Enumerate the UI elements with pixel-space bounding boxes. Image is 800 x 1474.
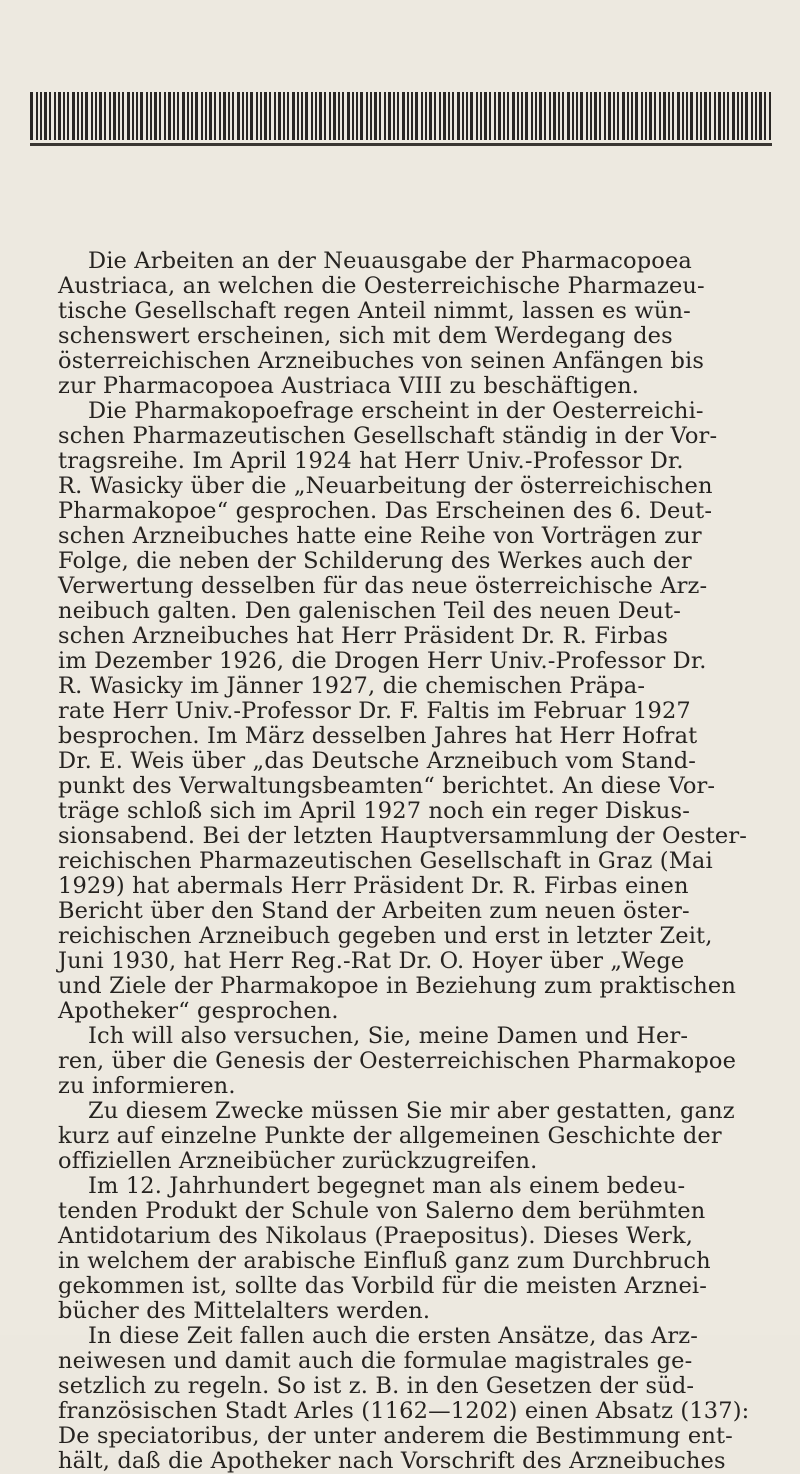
barcode-bar — [723, 92, 725, 140]
text-line: Die Pharmakopoefrage erscheint in der Oesterreichi- — [88, 398, 704, 424]
barcode-bar — [311, 92, 313, 140]
barcode-bar — [67, 92, 69, 140]
barcode-bar — [709, 92, 711, 140]
barcode-bar — [558, 92, 560, 140]
barcode-bar — [187, 92, 189, 140]
barcode-bar — [682, 92, 684, 140]
barcode-bar — [411, 92, 413, 140]
barcode-bar — [425, 92, 427, 140]
barcode-bar — [260, 92, 262, 140]
barcode-bar — [150, 92, 152, 140]
barcode-bar — [466, 92, 468, 140]
barcode-bar — [498, 92, 501, 140]
barcode-bar — [521, 92, 523, 140]
text-line: rate Herr Univ.-Professor Dr. F. Faltis im Februar 1927 — [58, 698, 691, 724]
barcode-bar — [122, 92, 124, 140]
barcode-bar — [366, 92, 368, 140]
barcode-bar — [246, 92, 248, 140]
barcode-bar — [525, 92, 528, 140]
text-line: sionsabend. Bei der letzten Hauptversammlung der Oester- — [58, 823, 748, 849]
barcode-bar — [237, 92, 240, 140]
barcode-bar — [599, 92, 601, 140]
barcode-bar — [72, 92, 75, 140]
barcode-bar — [769, 92, 771, 140]
text-line: schen Pharmazeutischen Gesellschaft ständig in der Vor- — [58, 423, 718, 449]
text-line: tragsreihe. Im April 1924 hat Herr Univ.-Professor Dr. — [58, 448, 684, 474]
barcode-bar — [741, 92, 743, 140]
barcode-bar — [531, 92, 533, 140]
barcode-bar — [77, 92, 79, 140]
barcode-bar — [470, 92, 473, 140]
barcode-bar — [283, 92, 285, 140]
text-line: Verwertung desselben für das neue österreichische Arz- — [58, 573, 708, 599]
barcode-bar — [374, 92, 377, 140]
barcode-bar — [572, 92, 574, 140]
barcode-bar — [30, 92, 33, 140]
text-line: De speciatoribus, der unter anderem die Bestimmung ent- — [58, 1423, 733, 1449]
barcode-bar — [539, 92, 542, 140]
barcode-bar — [452, 92, 454, 140]
barcode-bar — [347, 92, 350, 140]
barcode-bar — [36, 92, 38, 140]
barcode-bar — [617, 92, 619, 140]
barcode-bar — [91, 92, 93, 140]
barcode-bar — [223, 92, 226, 140]
barcode-bar — [388, 92, 391, 140]
barcode-bar — [576, 92, 578, 140]
barcode-bar — [718, 92, 721, 140]
text-line: und Ziele der Pharmakopoe in Beziehung zum praktischen — [58, 973, 737, 999]
barcode-bar — [146, 92, 148, 140]
barcode-bar — [201, 92, 203, 140]
barcode-bar — [704, 92, 707, 140]
barcode-bar — [109, 92, 111, 140]
text-line: Im 12. Jahrhundert begegnet man als einem bedeu- — [88, 1173, 686, 1199]
text-line: Pharmakopoe“ gesprochen. Das Erscheinen des 6. Deut- — [58, 498, 713, 524]
barcode-bar — [250, 92, 253, 140]
text-line: Apotheker“ gesprochen. — [58, 998, 339, 1024]
barcode-bar — [604, 92, 606, 140]
barcode-rule — [30, 143, 772, 146]
barcode-bar — [759, 92, 762, 140]
text-line: Ich will also versuchen, Sie, meine Damen und Her- — [88, 1023, 689, 1049]
text-line: reichischen Arzneibuch gegeben und erst in letzter Zeit, — [58, 923, 713, 949]
barcode-bar — [489, 92, 491, 140]
barcode-bar — [118, 92, 120, 140]
barcode-bar — [580, 92, 583, 140]
barcode-bar — [443, 92, 446, 140]
text-line: setzlich zu regeln. So ist z. B. in den Gesetzen der süd- — [58, 1373, 695, 1399]
text-line: Antidotarium des Nikolaus (Praepositus). Dieses Werk, — [58, 1223, 694, 1249]
barcode-bar — [480, 92, 482, 140]
barcode-bar — [370, 92, 372, 140]
barcode-bar — [727, 92, 729, 140]
barcode-bar — [613, 92, 615, 140]
barcode-bar — [590, 92, 592, 140]
barcode-bar — [517, 92, 519, 140]
barcode-bar — [654, 92, 656, 140]
barcode-bar — [586, 92, 588, 140]
barcode-bar — [384, 92, 386, 140]
text-line: neiwesen und damit auch die formulae magistrales ge- — [58, 1348, 693, 1374]
text-line: R. Wasicky im Jänner 1927, die chemischen Präpa- — [58, 673, 646, 699]
barcode-bar — [315, 92, 317, 140]
text-line: Juni 1930, hat Herr Reg.-Rat Dr. O. Hoyer über „Wege — [58, 948, 685, 974]
barcode-bar — [668, 92, 670, 140]
barcode-bar — [649, 92, 652, 140]
text-line: neibuch galten. Den galenischen Teil des neuen Deut- — [58, 598, 682, 624]
text-line: hält, daß die Apotheker nach Vorschrift des Arzneibuches — [58, 1448, 726, 1474]
barcode-bar — [136, 92, 138, 140]
barcode-bar — [641, 92, 643, 140]
barcode-bar — [567, 92, 570, 140]
barcode-bar — [714, 92, 716, 140]
text-line: gekommen ist, sollte das Vorbild für die meisten Arznei- — [58, 1273, 708, 1299]
text-line: zu informieren. — [58, 1073, 236, 1099]
barcode-bar — [448, 92, 450, 140]
barcode-bar — [608, 92, 611, 140]
barcode-bar — [622, 92, 625, 140]
barcode-bar — [342, 92, 344, 140]
barcode-bar — [195, 92, 198, 140]
barcode-bar — [494, 92, 496, 140]
barcode-bar — [360, 92, 363, 140]
barcode-bar — [645, 92, 647, 140]
barcode-bar — [104, 92, 106, 140]
text-line: Bericht über den Stand der Arbeiten zum neuen öster- — [58, 898, 690, 924]
barcode-bar — [672, 92, 674, 140]
barcode-bar — [182, 92, 185, 140]
barcode-bar — [737, 92, 739, 140]
barcode-bar — [274, 92, 276, 140]
text-line: 1929) hat abermals Herr Präsident Dr. R. Firbas einen — [58, 873, 689, 899]
barcode-bar — [297, 92, 299, 140]
text-line: reichischen Pharmazeutischen Gesellschaft in Graz (Mai — [58, 848, 713, 874]
barcode-bar — [159, 92, 161, 140]
barcode-bar — [269, 92, 271, 140]
barcode-bar — [535, 92, 537, 140]
barcode-bar — [627, 92, 629, 140]
barcode-bar — [503, 92, 505, 140]
barcode-bar — [58, 92, 61, 140]
text-line: besprochen. Im März desselben Jahres hat Herr Hofrat — [58, 723, 698, 749]
barcode-bar — [173, 92, 175, 140]
barcode-bar — [745, 92, 748, 140]
barcode — [30, 92, 772, 140]
barcode-bar — [333, 92, 336, 140]
barcode-bar — [549, 92, 551, 140]
text-line: Folge, die neben der Schilderung des Werkes auch der — [58, 548, 692, 574]
barcode-bar — [677, 92, 680, 140]
text-line: französischen Stadt Arles (1162—1202) einen Absatz (137): — [58, 1398, 750, 1424]
text-line: Zu diesem Zwecke müssen Sie mir aber gestatten, ganz — [88, 1098, 735, 1124]
barcode-bar — [264, 92, 267, 140]
barcode-bar — [434, 92, 436, 140]
text-line: bücher des Mittelalters werden. — [58, 1298, 431, 1324]
text-line: kurz auf einzelne Punkte der allgemeinen Geschichte der — [58, 1123, 722, 1149]
barcode-bar — [457, 92, 460, 140]
text-line: tenden Produkt der Schule von Salerno dem berühmten — [58, 1198, 706, 1224]
barcode-bar — [356, 92, 358, 140]
text-line: ren, über die Genesis der Oesterreichischen Pharmakopoe — [58, 1048, 737, 1074]
barcode-bar — [164, 92, 166, 140]
barcode-bar — [228, 92, 230, 140]
barcode-bar — [232, 92, 234, 140]
barcode-bar — [700, 92, 702, 140]
barcode-bar — [512, 92, 515, 140]
barcode-bar — [462, 92, 464, 140]
barcode-bar — [393, 92, 395, 140]
text-line: Dr. E. Weis über „das Deutsche Arzneibuch vom Stand- — [58, 748, 697, 774]
text-line: schenswert erscheinen, sich mit dem Werdegang des — [58, 323, 673, 349]
text-line: träge schloß sich im April 1927 noch ein reger Diskus- — [58, 798, 690, 824]
text-line: im Dezember 1926, die Drogen Herr Univ.-Professor Dr. — [58, 648, 707, 674]
barcode-bar — [324, 92, 326, 140]
barcode-bar — [127, 92, 130, 140]
text-line: R. Wasicky über die „Neuarbeitung der österreichischen — [58, 473, 713, 499]
barcode-bar — [764, 92, 766, 140]
text-line: punkt des Verwaltungsbeamten“ berichtet. An diese Vor- — [58, 773, 716, 799]
barcode-bar — [305, 92, 308, 140]
barcode-bar — [214, 92, 216, 140]
text-line: Austriaca, an welchen die Oesterreichische Pharmazeu- — [58, 273, 705, 299]
barcode-bar — [40, 92, 42, 140]
barcode-bar — [421, 92, 423, 140]
barcode-bar — [507, 92, 509, 140]
barcode-bar — [631, 92, 633, 140]
barcode-bar — [751, 92, 753, 140]
barcode-bar — [476, 92, 478, 140]
barcode-bar — [278, 92, 281, 140]
barcode-bar — [205, 92, 207, 140]
barcode-bar — [301, 92, 303, 140]
barcode-bar — [553, 92, 556, 140]
text-line: österreichischen Arzneibuches von seinen Anfängen bis — [58, 348, 705, 374]
barcode-bar — [663, 92, 666, 140]
barcode-bar — [140, 92, 143, 140]
text-line: zur Pharmacopoea Austriaca VIII zu beschäftigen. — [58, 373, 640, 399]
body-text — [58, 249, 758, 1474]
barcode-bar — [686, 92, 688, 140]
barcode-bar — [63, 92, 65, 140]
barcode-bar — [209, 92, 212, 140]
barcode-bar — [113, 92, 116, 140]
barcode-bar — [407, 92, 409, 140]
barcode-bar — [732, 92, 735, 140]
barcode-bar — [242, 92, 244, 140]
text-line: Die Arbeiten an der Neuausgabe der Pharmacopoea — [88, 248, 692, 274]
barcode-bar — [352, 92, 354, 140]
barcode-bar — [594, 92, 597, 140]
barcode-bar — [292, 92, 295, 140]
barcode-bar — [439, 92, 441, 140]
barcode-bar — [696, 92, 698, 140]
barcode-bar — [54, 92, 56, 140]
barcode-bar — [379, 92, 381, 140]
text-line: in welchem der arabische Einfluß ganz zum Durchbruch — [58, 1248, 711, 1274]
barcode-bar — [256, 92, 258, 140]
barcode-bar — [562, 92, 564, 140]
barcode-bar — [429, 92, 432, 140]
barcode-bar — [319, 92, 322, 140]
barcode-bar — [484, 92, 487, 140]
barcode-bar — [219, 92, 221, 140]
barcode-bar — [397, 92, 399, 140]
barcode-bar — [690, 92, 693, 140]
barcode-bar — [415, 92, 418, 140]
barcode-bar — [544, 92, 546, 140]
barcode-bar — [402, 92, 405, 140]
barcode-bar — [44, 92, 47, 140]
barcode-bar — [329, 92, 331, 140]
barcode-bar — [85, 92, 88, 140]
barcode-bar — [635, 92, 638, 140]
barcode-bar — [659, 92, 661, 140]
barcode-bar — [338, 92, 340, 140]
barcode-bar — [99, 92, 102, 140]
text-line: tische Gesellschaft regen Anteil nimmt, lassen es wün- — [58, 298, 691, 324]
text-line: schen Arzneibuches hatte eine Reihe von Vorträgen zur — [58, 523, 702, 549]
text-line: offiziellen Arzneibücher zurückzugreifen. — [58, 1148, 538, 1174]
text-line: schen Arzneibuches hat Herr Präsident Dr. R. Firbas — [58, 623, 669, 649]
barcode-bar — [177, 92, 179, 140]
barcode-bar — [95, 92, 97, 140]
barcode-bar — [49, 92, 51, 140]
barcode-bar — [287, 92, 289, 140]
barcode-bar — [191, 92, 193, 140]
barcode-bar — [755, 92, 757, 140]
barcode-bar — [81, 92, 83, 140]
barcode-bar — [154, 92, 157, 140]
barcode-bar — [132, 92, 134, 140]
barcode-bar — [168, 92, 171, 140]
text-line: In diese Zeit fallen auch die ersten Ansätze, das Arz- — [88, 1323, 699, 1349]
